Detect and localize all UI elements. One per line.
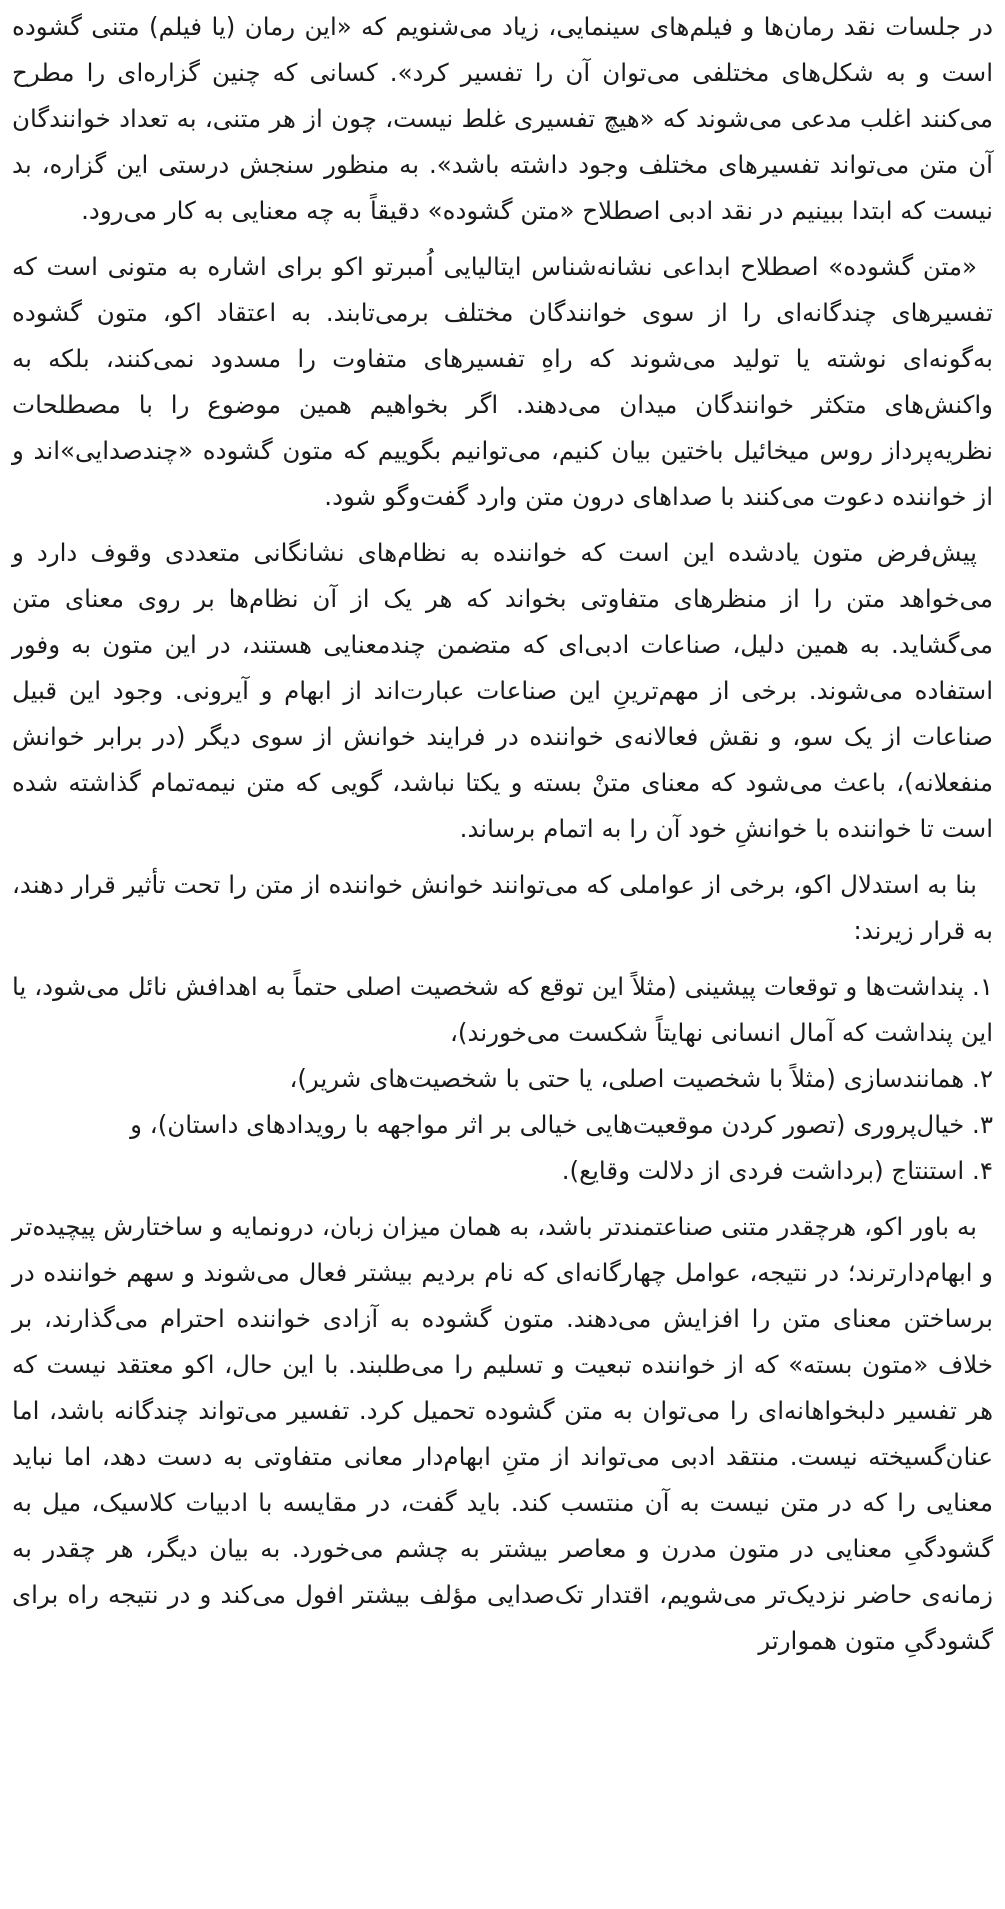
paragraph-eco-definition: «متن گشوده» اصطلاح ابداعی نشانه‌شناس ایتالیایی اُمبرتو اکو برای اشاره به متونی است که تفسیرهای چندگانه‌ای را از سوی خوانندگان مختلف برمی‌تابند. به اعتقاد اکو، متون گشوده به‌گونه‌ای نوشته یا تولید می‌شوند که راهِ تفسیرهای متفاوت را مسدود نمی‌کنند، بلکه به واکنش‌های متکثر خوانندگان میدان می‌دهند. اگر بخواهیم همین موضوع را با مصطلحات نظریه‌پرداز روس میخائیل باختین بیان کنیم، می‌توانیم بگوییم که متون گشوده «چندصدایی»اند و از خواننده دعوت می‌کنند با صداهای درون متن وارد گفت‌وگو شود. (12, 252, 993, 511)
list-item-text: همانندسازی (مثلاً با شخصیت اصلی، یا حتی با شخصیت‌های شریر)، (289, 1064, 965, 1093)
list-item-number: ۱. (972, 972, 993, 1001)
list-item (12, 1148, 993, 1194)
list-item (12, 1102, 993, 1148)
paragraph-factors-intro: بنا به استدلال اکو، برخی از عواملی که می‌توانند خوانش خواننده از متن را تحت تأثیر قرار دهند، به قرار زیرند: (12, 870, 993, 945)
list-item (12, 1056, 993, 1102)
list-item-text: خیال‌پروری (تصور کردن موقعیت‌هایی خیالی بر اثر مواجهه با رویدادهای داستان)، و (130, 1110, 965, 1139)
list-item-text: استنتاج (برداشت فردی از دلالت وقایع). (561, 1156, 965, 1185)
list-item-number: ۴. (972, 1156, 993, 1185)
list-item-number: ۲. (972, 1064, 993, 1093)
paragraph-open-vs-closed: به باور اکو، هرچقدر متنی صناعتمندتر باشد، به همان میزان زبان، درونمایه و ساختارش پیچیده‌تر و ابهام‌دارترند؛ در نتیجه، عوامل چهارگانه‌ای که نام بردیم بیشتر فعال می‌شوند و سهم خواننده در برساختن معنای متن را افزایش می‌دهند. متون گشوده به آزادی خواننده احترام می‌گذارند، بر خلاف «متون بسته» که از خواننده تبعیت و تسلیم را می‌طلبند. با این حال، اکو معتقد نیست که هر تفسیر دلبخواهانه‌ای را می‌توان به متن گشوده تحمیل کرد. تفسیر می‌تواند چندگانه باشد، اما عنان‌گسیخته نیست. منتقد ادبی می‌تواند از متنِ ابهام‌دار معانی متفاوتی به دست دهد، اما نباید معنایی را که در متن نیست به آن منتسب کند. باید گفت، در مقایسه با ادبیات کلاسیک، میل به گشودگیِ معنایی در متون مدرن و معاصر بیشتر به چشم می‌خورد. به بیان دیگر، هر چقدر به زمانه‌ی حاضر نزدیک‌تر می‌شویم، اقتدار تک‌صدایی مؤلف بیشتر افول می‌کند و در نتیجه راه برای گشودگیِ متون هموارتر (12, 1212, 993, 1655)
paragraph-sign-systems: پیش‌فرض متون یادشده این است که خواننده به نظام‌های نشانگانی متعددی وقوف دارد و می‌خواهد متن را از منظرهای متفاوتی بخواند که هر یک از آن نظام‌ها بر روی معنای متن می‌گشاید. به همین دلیل، صناعات ادبی‌ای که متضمن چندمعنایی هستند، در این متون به وفور استفاده می‌شوند. برخی از مهم‌ترینِ این صناعات عبارت‌اند از ابهام و آیرونی. وجود این قبیل صناعات از یک سو، و نقش فعالانه‌ی خواننده در فرایند خوانش از سوی دیگر (در برابر خوانش منفعلانه)، باعث می‌شود که معنای متنْ بسته و یکتا نباشد، گویی که متن نیمه‌تمام گذاشته شده است تا خواننده با خوانشِ خود آن را به اتمام برساند. (12, 538, 993, 843)
list-item-text: پنداشت‌ها و توقعات پیشینی (مثلاً این توقع که شخصیت اصلی حتماً به اهدافش نائل می‌شود، یا این پنداشت که آمال انسانی نهایتاً شکست می‌خورند)، (12, 972, 993, 1047)
paragraph-open-text-debate: در جلسات نقد رمان‌ها و فیلم‌های سینمایی، زیاد می‌شنویم که «این رمان (یا فیلم) متنی گشوده است و به شکل‌های مختلفی می‌توان آن را تفسیر کرد». کسانی که چنین گزاره‌ای را مطرح می‌کنند اغلب مدعی می‌شوند که «هیچ تفسیری غلط نیست، چون از هر متنی، به تعداد خوانندگان آن متن می‌تواند تفسیرهای مختلف وجود داشته باشد». به منظور سنجش درستی این گزاره، بد نیست که ابتدا ببینیم در نقد ادبی اصطلاح «متن گشوده» دقیقاً به چه معنایی به کار می‌رود. (12, 12, 993, 225)
list-item-number: ۳. (972, 1110, 993, 1139)
list-item (12, 964, 993, 1056)
reading-factors-list (12, 964, 993, 1194)
